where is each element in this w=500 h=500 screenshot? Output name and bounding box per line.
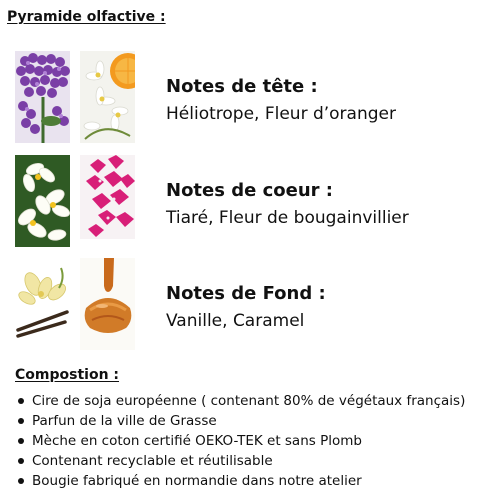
composition-list	[15, 391, 465, 491]
heliotrope-flower-photo	[15, 51, 70, 143]
note-ingredients: Héliotrope, Fleur d’oranger	[166, 104, 396, 124]
note-ingredients: Tiaré, Fleur de bougainvillier	[166, 208, 409, 228]
bullet-icon	[18, 418, 24, 424]
note-row-heart	[15, 155, 485, 247]
composition-title: Compostion :	[15, 367, 120, 383]
orange-blossom-photo	[80, 51, 135, 143]
pyramide-olfactive-title: Pyramide olfactive :	[7, 9, 166, 25]
note-row-top	[15, 51, 485, 143]
tiare-flower-photo	[15, 155, 70, 247]
note-heading: Notes de tête :	[166, 76, 318, 97]
bougainvillea-flower-photo	[80, 155, 135, 247]
note-heading: Notes de coeur :	[166, 180, 333, 201]
list-item	[15, 411, 465, 431]
bullet-icon	[18, 458, 24, 464]
list-item	[15, 431, 465, 451]
list-item-text: Contenant recyclable et réutilisable	[32, 453, 273, 469]
bullet-icon	[18, 438, 24, 444]
caramel-drizzle-photo	[80, 258, 135, 350]
note-row-base	[15, 258, 485, 350]
bullet-icon	[18, 398, 24, 404]
list-item-text: Mèche en coton certifié OEKO-TEK et sans Plomb	[32, 433, 362, 449]
list-item	[15, 471, 465, 491]
list-item-text: Parfun de la ville de Grasse	[32, 413, 217, 429]
list-item	[15, 451, 465, 471]
list-item-text: Bougie fabriqué en normandie dans notre atelier	[32, 473, 362, 489]
note-heading: Notes de Fond :	[166, 283, 326, 304]
vanilla-pods-photo	[15, 258, 70, 350]
bullet-icon	[18, 478, 24, 484]
note-ingredients: Vanille, Caramel	[166, 311, 305, 331]
list-item-text: Cire de soja européenne ( contenant 80% de végétaux français)	[32, 393, 466, 409]
list-item	[15, 391, 465, 411]
